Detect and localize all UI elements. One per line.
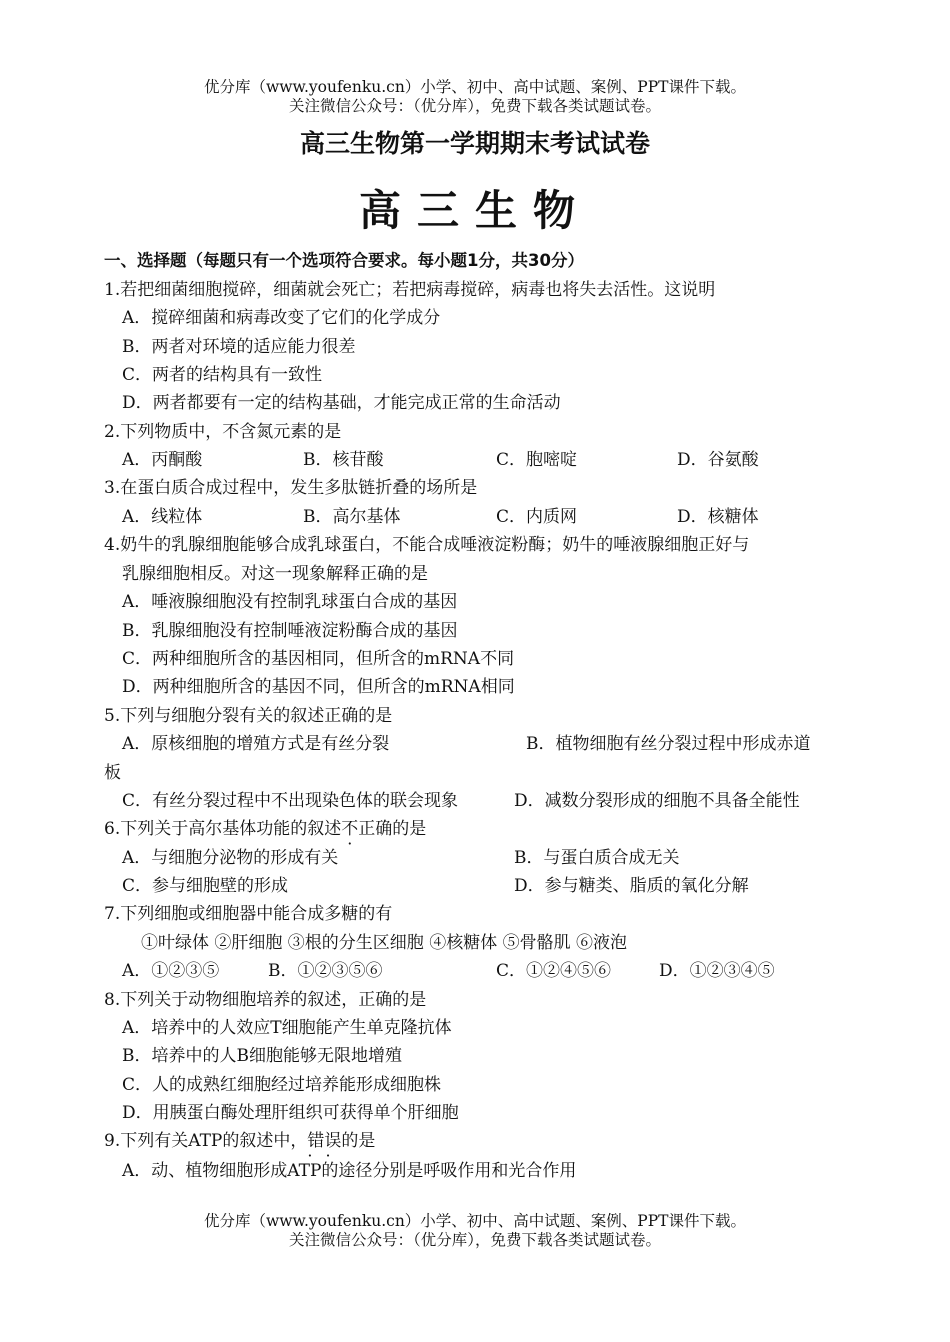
section-heading: 一、选择题（每题只有一个选项符合要求。每小题1分，共30分） (104, 251, 584, 270)
question-1-stem: 1.若把细菌细胞搅碎，细菌就会死亡；若把病毒搅碎，病毒也将失去活性。这说明 (104, 280, 716, 300)
question-9-emphasis: 错误 · · (307, 1131, 341, 1151)
question-4-stem-line1: 4.奶牛的乳腺细胞能够合成乳球蛋白，不能合成唾液淀粉酶；奶牛的唾液腺细胞正好与 (104, 535, 750, 555)
question-5-option-c: C．有丝分裂过程中不出现染色体的联会现象 (122, 791, 459, 811)
question-8-option-a: A．培养中的人效应T细胞能产生单克隆抗体 (122, 1018, 452, 1038)
question-9-stem (104, 1130, 375, 1152)
question-9-stem-post: 的是 (341, 1131, 376, 1151)
question-3-option-b: B．高尔基体 (303, 507, 401, 527)
site-footer-line1: 优分库（www.youfenku.cn）小学、初中、高中试题、案例、PPT课件下载。 (203, 1212, 747, 1230)
question-1-option-d: D．两者都要有一定的结构基础，才能完成正常的生命活动 (122, 393, 561, 413)
question-5-option-d: D．减数分裂形成的细胞不具备全能性 (514, 791, 800, 811)
question-3-option-a: A．线粒体 (122, 507, 203, 527)
question-4-option-b: B．乳腺细胞没有控制唾液淀粉酶合成的基因 (122, 621, 458, 641)
question-5-option-a: A．原核细胞的增殖方式是有丝分裂 (122, 734, 390, 754)
question-4-option-d: D．两种细胞所含的基因不同，但所含的mRNA相同 (122, 677, 515, 697)
question-6-emphasis: 不 (341, 819, 359, 839)
question-2-option-c: C．胞嘧啶 (496, 450, 578, 470)
site-footer (0, 1212, 950, 1250)
question-4-option-c: C．两种细胞所含的基因相同，但所含的mRNA不同 (122, 649, 515, 669)
question-7-option-a: A．①②③⑤ (122, 961, 220, 981)
question-8-option-d: D．用胰蛋白酶处理肝组织可获得单个肝细胞 (122, 1103, 459, 1123)
exam-subtitle: 高三生物 (358, 186, 591, 235)
question-4-stem-line2: 乳腺细胞相反。对这一现象解释正确的是 (122, 564, 428, 584)
question-3-stem: 3.在蛋白质合成过程中，发生多肽链折叠的场所是 (104, 478, 478, 498)
question-7-option-b: B．①②③⑤⑥ (268, 961, 383, 981)
question-3-option-c: C．内质网 (496, 507, 578, 527)
site-header-line1: 优分库（www.youfenku.cn）小学、初中、高中试题、案例、PPT课件下载。 (203, 78, 747, 96)
site-footer-line2: 关注微信公众号：（优分库），免费下载各类试题试卷。 (288, 1231, 661, 1249)
site-header (0, 78, 950, 116)
question-7-option-c: C．①②④⑤⑥ (496, 961, 612, 981)
question-2-option-b: B．核苷酸 (303, 450, 384, 470)
question-2-option-d: D．谷氨酸 (677, 450, 759, 470)
question-9-stem-pre: 9.下列有关ATP的叙述中， (104, 1131, 308, 1151)
question-6-option-b: B．与蛋白质合成无关 (514, 848, 680, 868)
question-9-option-a: A．动、植物细胞形成ATP的途径分别是呼吸作用和光合作用 (122, 1161, 577, 1181)
question-6-stem-pre: 6.下列关于高尔基体功能的叙述 (104, 819, 342, 839)
question-8-stem: 8.下列关于动物细胞培养的叙述，正确的是 (104, 990, 427, 1010)
site-header-line2: 关注微信公众号：（优分库），免费下载各类试题试卷。 (288, 97, 661, 115)
question-8-option-c: C．人的成熟红细胞经过培养能形成细胞株 (122, 1075, 442, 1095)
question-6-option-c: C．参与细胞壁的形成 (122, 876, 289, 896)
question-3-option-d: D．核糖体 (677, 507, 759, 527)
question-1-option-c: C．两者的结构具有一致性 (122, 365, 323, 385)
exam-title: 高三生物第一学期期末考试试卷 (299, 129, 650, 158)
question-5-stem: 5.下列与细胞分裂有关的叙述正确的是 (104, 706, 393, 726)
question-4-option-a: A．唾液腺细胞没有控制乳球蛋白合成的基因 (122, 592, 458, 612)
question-7-items: ①叶绿体 ②肝细胞 ③根的分生区细胞 ④核糖体 ⑤骨骼肌 ⑥液泡 (141, 933, 628, 953)
question-5-option-b: B．植物细胞有丝分裂过程中形成赤道 (526, 734, 811, 754)
question-8-option-b: B．培养中的人B细胞能够无限地增殖 (122, 1046, 402, 1066)
question-6-option-d: D．参与糖类、脂质的氧化分解 (514, 876, 749, 896)
question-6-option-a: A．与细胞分泌物的形成有关 (122, 848, 339, 868)
question-5-option-b-wrap: 板 (104, 763, 121, 783)
question-6-stem-post: 正确的是 (358, 819, 427, 839)
question-7-stem: 7.下列细胞或细胞器中能合成多糖的有 (104, 904, 393, 924)
question-2-stem: 2.下列物质中，不含氮元素的是 (104, 422, 342, 442)
question-1-option-b: B．两者对环境的适应能力很差 (122, 337, 356, 357)
question-2-option-a: A．丙酮酸 (122, 450, 203, 470)
question-6-stem (104, 818, 426, 840)
question-7-option-d: D．①②③④⑤ (659, 961, 775, 981)
question-1-option-a: A．搅碎细菌和病毒改变了它们的化学成分 (122, 308, 441, 328)
